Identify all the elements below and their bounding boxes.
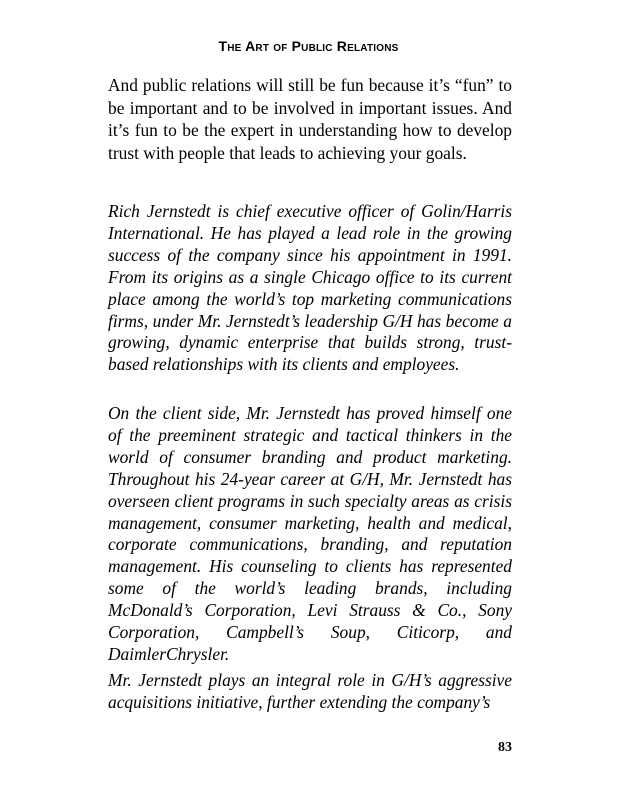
page-number: 83 bbox=[498, 740, 512, 755]
author-bio-paragraph-2: On the client side, Mr. Jernstedt has proved himself one of the preeminent strategic and tactical thinkers in the world of consumer branding and product marketing. Throughout his 24-year career at G/H, Mr. Jernstedt has overseen client programs in such specialty areas as crisis management, consumer marketing, health and medical, corporate communications, branding, and reputation management. His counseling to clients has represented some of the world’s leading brands, including McDonald’s Corporation, Levi Strauss & Co., Sony Corporation, Campbell’s Soup, Citicorp, and DaimlerChrysler. bbox=[108, 403, 512, 664]
running-header-title: The Art of Public Relations bbox=[218, 38, 399, 54]
intro-paragraph: And public relations will still be fun because it’s “fun” to be important and to be involved in important issues. And it’s fun to be the expert in understanding how to develop trust with people that leads to achieving your goals. bbox=[108, 75, 512, 163]
author-bio-paragraph-1: Rich Jernstedt is chief executive officer of Golin/Harris International. He has played a lead role in the growing success of the company since his appointment in 1991. From its origins as a single Chicago office to its current place among the world’s top marketing communications firms, under Mr. Jernstedt’s leadership G/H has become a growing, dynamic enterprise that builds strong, trust-based relationships with its clients and employees. bbox=[108, 201, 512, 375]
author-bio-paragraph-3: Mr. Jernstedt plays an integral role in G/H’s aggressive acquisitions initiative, further extending the company’s bbox=[108, 670, 512, 712]
